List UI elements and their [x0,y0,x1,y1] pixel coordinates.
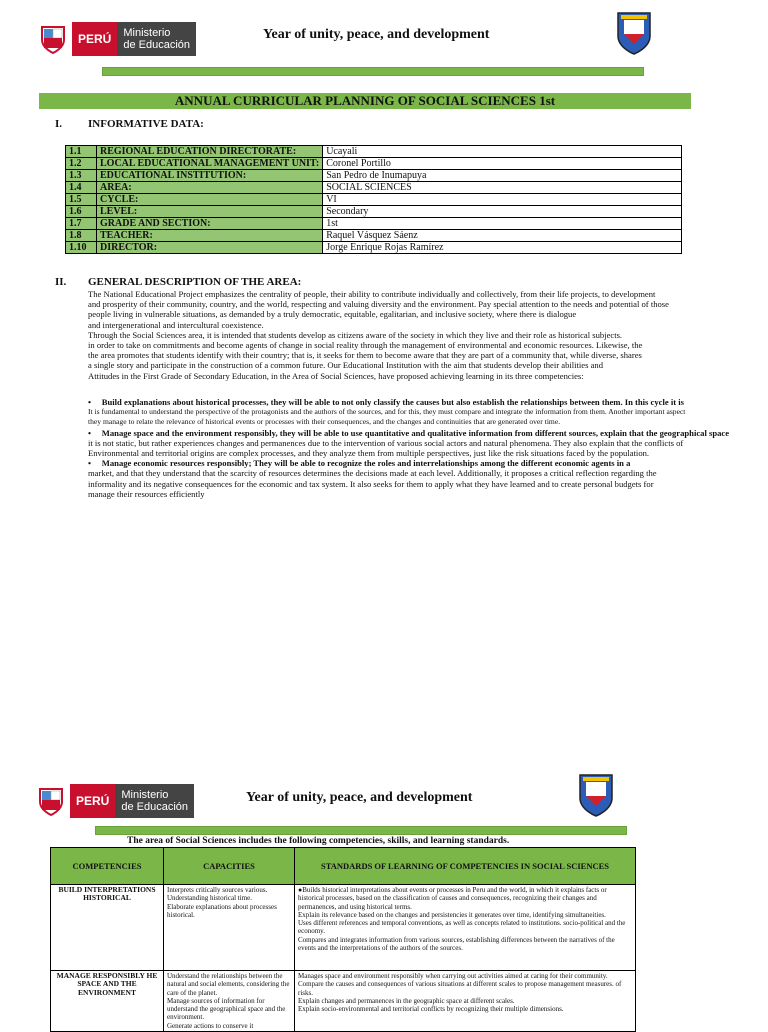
area-description [88,289,738,381]
table-row [51,971,636,1032]
col-header-standards: STANDARDS OF LEARNING OF COMPETENCIES IN SOCIAL SCIENCES [295,848,636,885]
standard-item: Explain its relevance based on the changes and persistencies it generates over time, identifying simultaneities. [298,910,606,919]
bullet-detail-line: Environmental and territorial origins are complex processes, and they analyze them from multiple perspectives, just like the risk situations faced by the population. [88,448,650,459]
info-row-label: TEACHER: [97,230,323,242]
peru-label: PERÚ [72,22,117,56]
standard-item: Manages space and environment responsibly when carrying out activities aimed at caring for their community. [298,972,608,980]
info-row-number: 1.4 [66,182,97,194]
capacity-item: Understanding historical time. [167,894,252,903]
info-row-value: San Pedro de Inumapuya [323,170,682,182]
standard-item: ●Builds historical interpretations about events or processes in Peru and the world, in which it explains facts or historical processes, based on the classification of causes and consequences, recognizing their changes and permanences, and using historical terms. [298,886,607,911]
col-header-capacities: CAPACITIES [164,848,295,885]
info-row [66,158,682,170]
col-header-competencies: COMPETENCIES [51,848,164,885]
bullet-economic: • Manage economic resources responsibly; They will be able to recognize the roles and interrelationships among the different economic agents in a [88,458,631,469]
minedu-logo-2 [38,784,194,818]
info-row [66,170,682,182]
info-row-value: 1st [323,218,682,230]
info-row-label: CYCLE: [97,194,323,206]
section-number-2: II. [55,276,67,288]
description-line: Attitudes in the First Grade of Secondary Education, in the Area of Social Sciences, have proposed achieving learning in its three competencies: [88,370,584,381]
description-line: Through the Social Sciences area, it is intended that students develop as citizens aware of the society in which they live and their role as historical subjects. [88,329,623,340]
info-row-label: AREA: [97,182,323,194]
bullet-detail-line: they manage to relate the relevance of historical events or processes with their consequences, and the changes and continuities that are generated over time. [88,417,561,427]
header-title-2: Year of unity, peace, and development [246,790,473,805]
info-row-number: 1.2 [66,158,97,170]
info-row [66,146,682,158]
info-row [66,218,682,230]
info-row-label: REGIONAL EDUCATION DIRECTORATE: [97,146,323,158]
info-row-number: 1.5 [66,194,97,206]
info-row-label: GRADE AND SECTION: [97,218,323,230]
school-crest-icon [577,772,615,818]
competencies-intro: The area of Social Sciences includes the following competencies, skills, and learning standards. [127,836,510,846]
capacities-cell [164,971,295,1032]
competency-bullets [88,397,768,499]
info-row-label: LEVEL: [97,206,323,218]
ministry-label: Ministerio de Educación [115,784,194,818]
info-row-number: 1.10 [66,242,97,254]
competencies-table [50,847,636,1032]
peru-shield-icon [40,24,66,54]
info-row [66,242,682,254]
bullet-detail-line: it is not static, but rather experiences changes and permanences due to the intervention of various social actors and natural phenomena. They also explain that the conflicts of [88,437,684,448]
description-line: The National Educational Project emphasizes the centrality of people, their ability to contribute individually and collectively, from their life projects, to development [88,289,656,299]
info-row-label: DIRECTOR: [97,242,323,254]
info-row [66,206,682,218]
info-row-value: VI [323,194,682,206]
minedu-logo [40,22,196,56]
description-line: people living in vulnerable situations, as demanded by a truly democratic, equitable, egalitarian, and inclusive society, where there is dialogue [88,309,577,320]
description-line: the area promotes that students identify with their country; that is, it seeks for them to become aware that they are part of a community that, while diverse, shares [88,350,642,361]
info-row-value: Raquel Vásquez Sáenz [323,230,682,242]
info-row [66,182,682,194]
table-row [51,885,636,971]
header-divider [102,67,644,76]
standard-item: Uses different references and temporal conventions, as well as concepts related to institutions. socio-political and the economy. [298,919,626,936]
document-title: ANNUAL CURRICULAR PLANNING OF SOCIAL SCIENCES 1st [39,93,691,109]
info-row [66,230,682,242]
standards-cell [295,885,636,971]
info-row [66,194,682,206]
informative-data-table [65,145,682,254]
competency-name: BUILD INTERPRETATIONS HISTORICAL [51,885,164,971]
header-divider-2 [95,826,627,835]
standard-item: Compare the causes and consequences of various situations at different scales to propose management measures. of risks. [298,980,622,997]
info-row-label: EDUCATIONAL INSTITUTION: [97,170,323,182]
capacities-cell [164,885,295,971]
info-row-value: SOCIAL SCIENCES [323,182,682,194]
info-row-value: Ucayali [323,146,682,158]
standard-item: Explain changes and permanences in the geographic space at different scales. [298,996,515,1005]
capacity-item: Generate actions to conserve it [167,1021,254,1030]
info-row-number: 1.8 [66,230,97,242]
bullet-space: • Manage space and the environment responsibly, they will be able to use quantitative and qualitative information from different sources, explain that the geographical space [88,427,730,438]
competency-name: MANAGE RESPONSIBLY HE SPACE AND THE ENVIRONMENT [51,971,164,1032]
bullet-detail-line: market, and that they understand that the scarcity of resources determines the decisions made at each level. Additionally, it proposes a critical reflection regarding the [88,468,657,479]
description-line: and prosperity of their community, country, and the world, respecting and valuing diversity and the environment. Pay special attention to the needs and potential of those [88,299,669,310]
info-row-value: Secondary [323,206,682,218]
capacity-item: Understand the relationships between the natural and social elements, considering the care of the planet. [167,972,290,997]
description-line: a single story and participate in the construction of a common future. Our Educational Institution with the aim that students develop their abilities and [88,360,604,371]
standard-item: Compares and integrates information from various sources, establishing differences between the narratives of the events and the interpretations of the authors of the sources. [298,935,615,953]
info-row-value: Jorge Enrique Rojas Ramírez [323,242,682,254]
bullet-detail-line: manage their resources efficiently [88,488,205,499]
peru-shield-icon [38,786,64,816]
section-heading-description: GENERAL DESCRIPTION OF THE AREA: [88,276,302,288]
description-line: and intergenerational and intercultural coexistence. [88,319,264,330]
section-heading-informative: INFORMATIVE DATA: [88,118,204,130]
ministry-label: Ministerio de Educación [117,22,196,56]
capacity-item: Elaborate explanations about processes historical. [167,902,277,919]
description-line: in order to take on commitments and become agents of change in social reality through the management of environmental and economic resources. Likewise, the [88,340,643,351]
standards-cell [295,971,636,1032]
info-row-number: 1.1 [66,146,97,158]
capacity-item: Manage sources of information for understand the geographical space and the environment. [167,996,286,1022]
info-row-number: 1.7 [66,218,97,230]
info-row-number: 1.6 [66,206,97,218]
bullet-detail-line: It is fundamental to understand the perspective of the protagonists and the authors of the sources, and for this, they must compare and integrate the information from them. Another important aspect [88,407,686,417]
header-title: Year of unity, peace, and development [263,27,490,42]
capacity-item: Interprets critically sources various. [167,886,268,894]
section-number-1: I. [55,118,63,130]
info-row-value: Coronel Portillo [323,158,682,170]
school-crest-icon [615,10,653,56]
peru-label: PERÚ [70,784,115,818]
standard-item: Explain socio-environmental and territorial conflicts by recognizing their multiple dimensions. [298,1005,564,1014]
info-row-label: LOCAL EDUCATIONAL MANAGEMENT UNIT: [97,158,323,170]
bullet-detail-line: informality and its negative consequences for the economic and tax system. It also seeks for them to apply what they have learned and to create personal budgets for [88,478,654,489]
info-row-number: 1.3 [66,170,97,182]
bullet-historical: • Build explanations about historical processes, they will be able to not only classify the causes but also establish the relationships between them. In this cycle it is [88,397,684,407]
